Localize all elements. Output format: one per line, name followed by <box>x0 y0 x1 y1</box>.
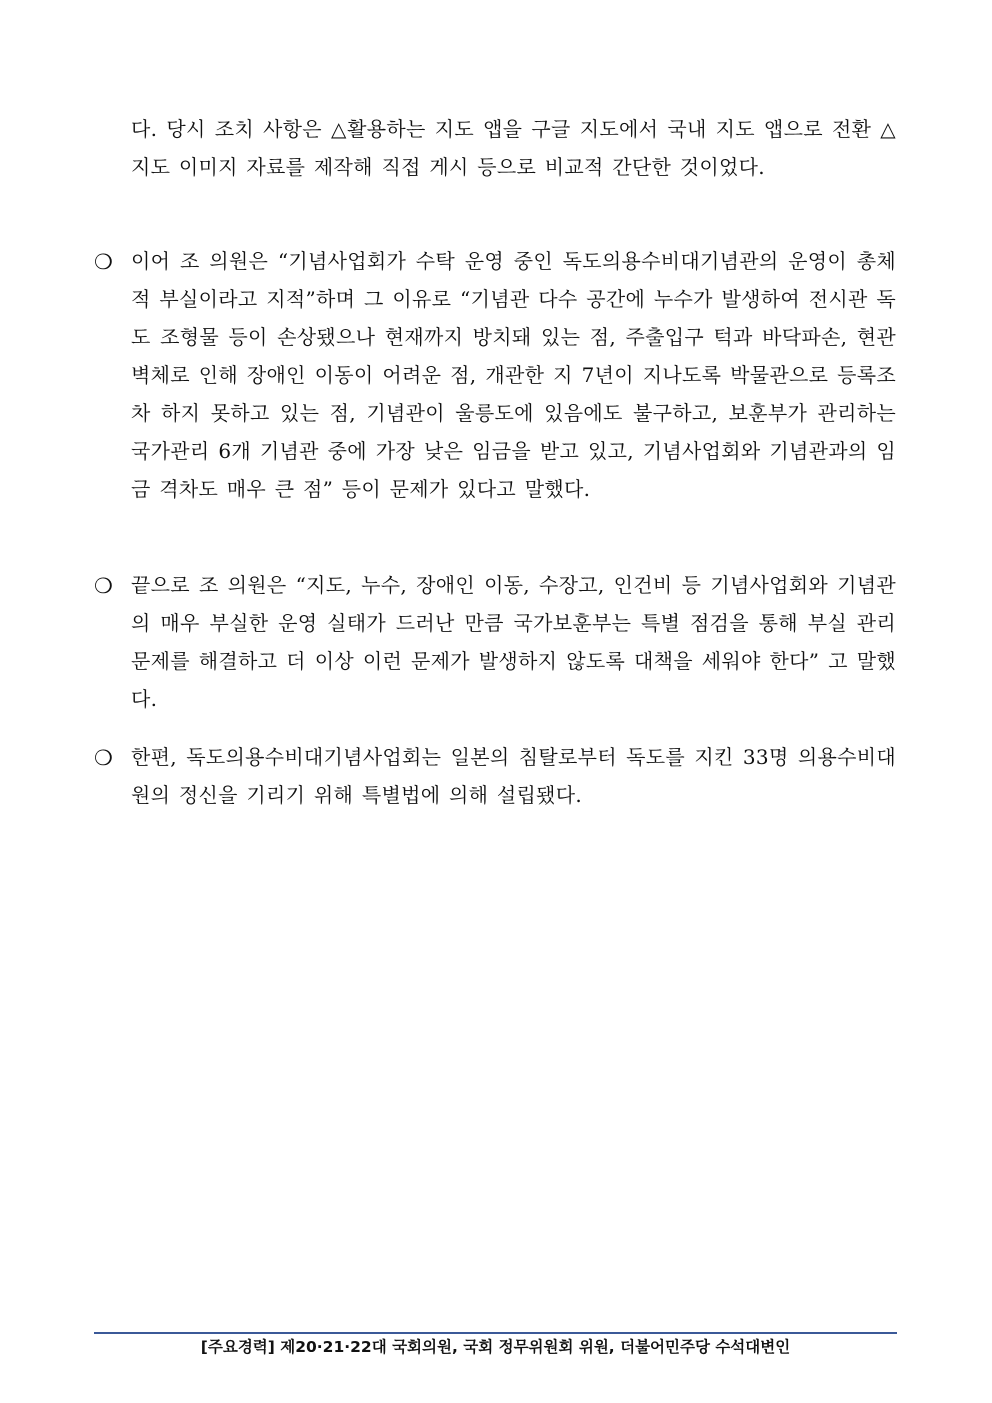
paragraph-conclusion: 끝으로 조 의원은 “지도, 누수, 장애인 이동, 수장고, 인건비 등 기념사업회와 기념관의 매우 부실한 운영 실태가 드러난 만큼 국가보훈부는 특별 점검을 통해 부실 관리 문제를 해결하고 더 이상 이런 문제가 발생하지 않도록 대책을 세워야 한다” 고 말했다. <box>131 573 896 711</box>
circle-bullet-icon: ❍ <box>94 250 113 274</box>
paragraph-background: 한편, 독도의용수비대기념사업회는 일본의 침탈로부터 독도를 지킨 33명 의용수비대원의 정신을 기리기 위해 특별법에 의해 설립됐다. <box>131 745 896 807</box>
footer-divider <box>94 1332 897 1334</box>
circle-bullet-icon: ❍ <box>94 746 113 770</box>
paragraph-criticism: 이어 조 의원은 “기념사업회가 수탁 운영 중인 독도의용수비대기념관의 운영이 총체적 부실이라고 지적”하며 그 이유로 “기념관 다수 공간에 누수가 발생하여 전시관 독도 조형물 등이 손상됐으나 현재까지 방치돼 있는 점, 주출입구 턱과 바닥파손, 현관 벽체로 인해 장애인 이동이 어려운 점, 개관한 지 7년이 지나도록 박물관으로 등록조차 하지 못하고 있는 점, 기념관이 울릉도에 있음에도 불구하고, 보훈부가 관리하는 국가관리 6개 기념관 중에 가장 낮은 임금을 받고 있고, 기념사업회와 기념관과의 임금 격차도 매우 큰 점” 등이 문제가 있다고 말했다. <box>131 249 896 501</box>
footer-career-summary: [주요경력] 제20·21·22대 국회의원, 국회 정무위원회 위원, 더불어민주당 수석대변인 <box>200 1338 791 1356</box>
paragraph-continuation: 다. 당시 조치 사항은 △활용하는 지도 앱을 구글 지도에서 국내 지도 앱으로 전환 △지도 이미지 자료를 제작해 직접 게시 등으로 비교적 간단한 것이었다. <box>131 117 896 179</box>
circle-bullet-icon: ❍ <box>94 574 113 598</box>
